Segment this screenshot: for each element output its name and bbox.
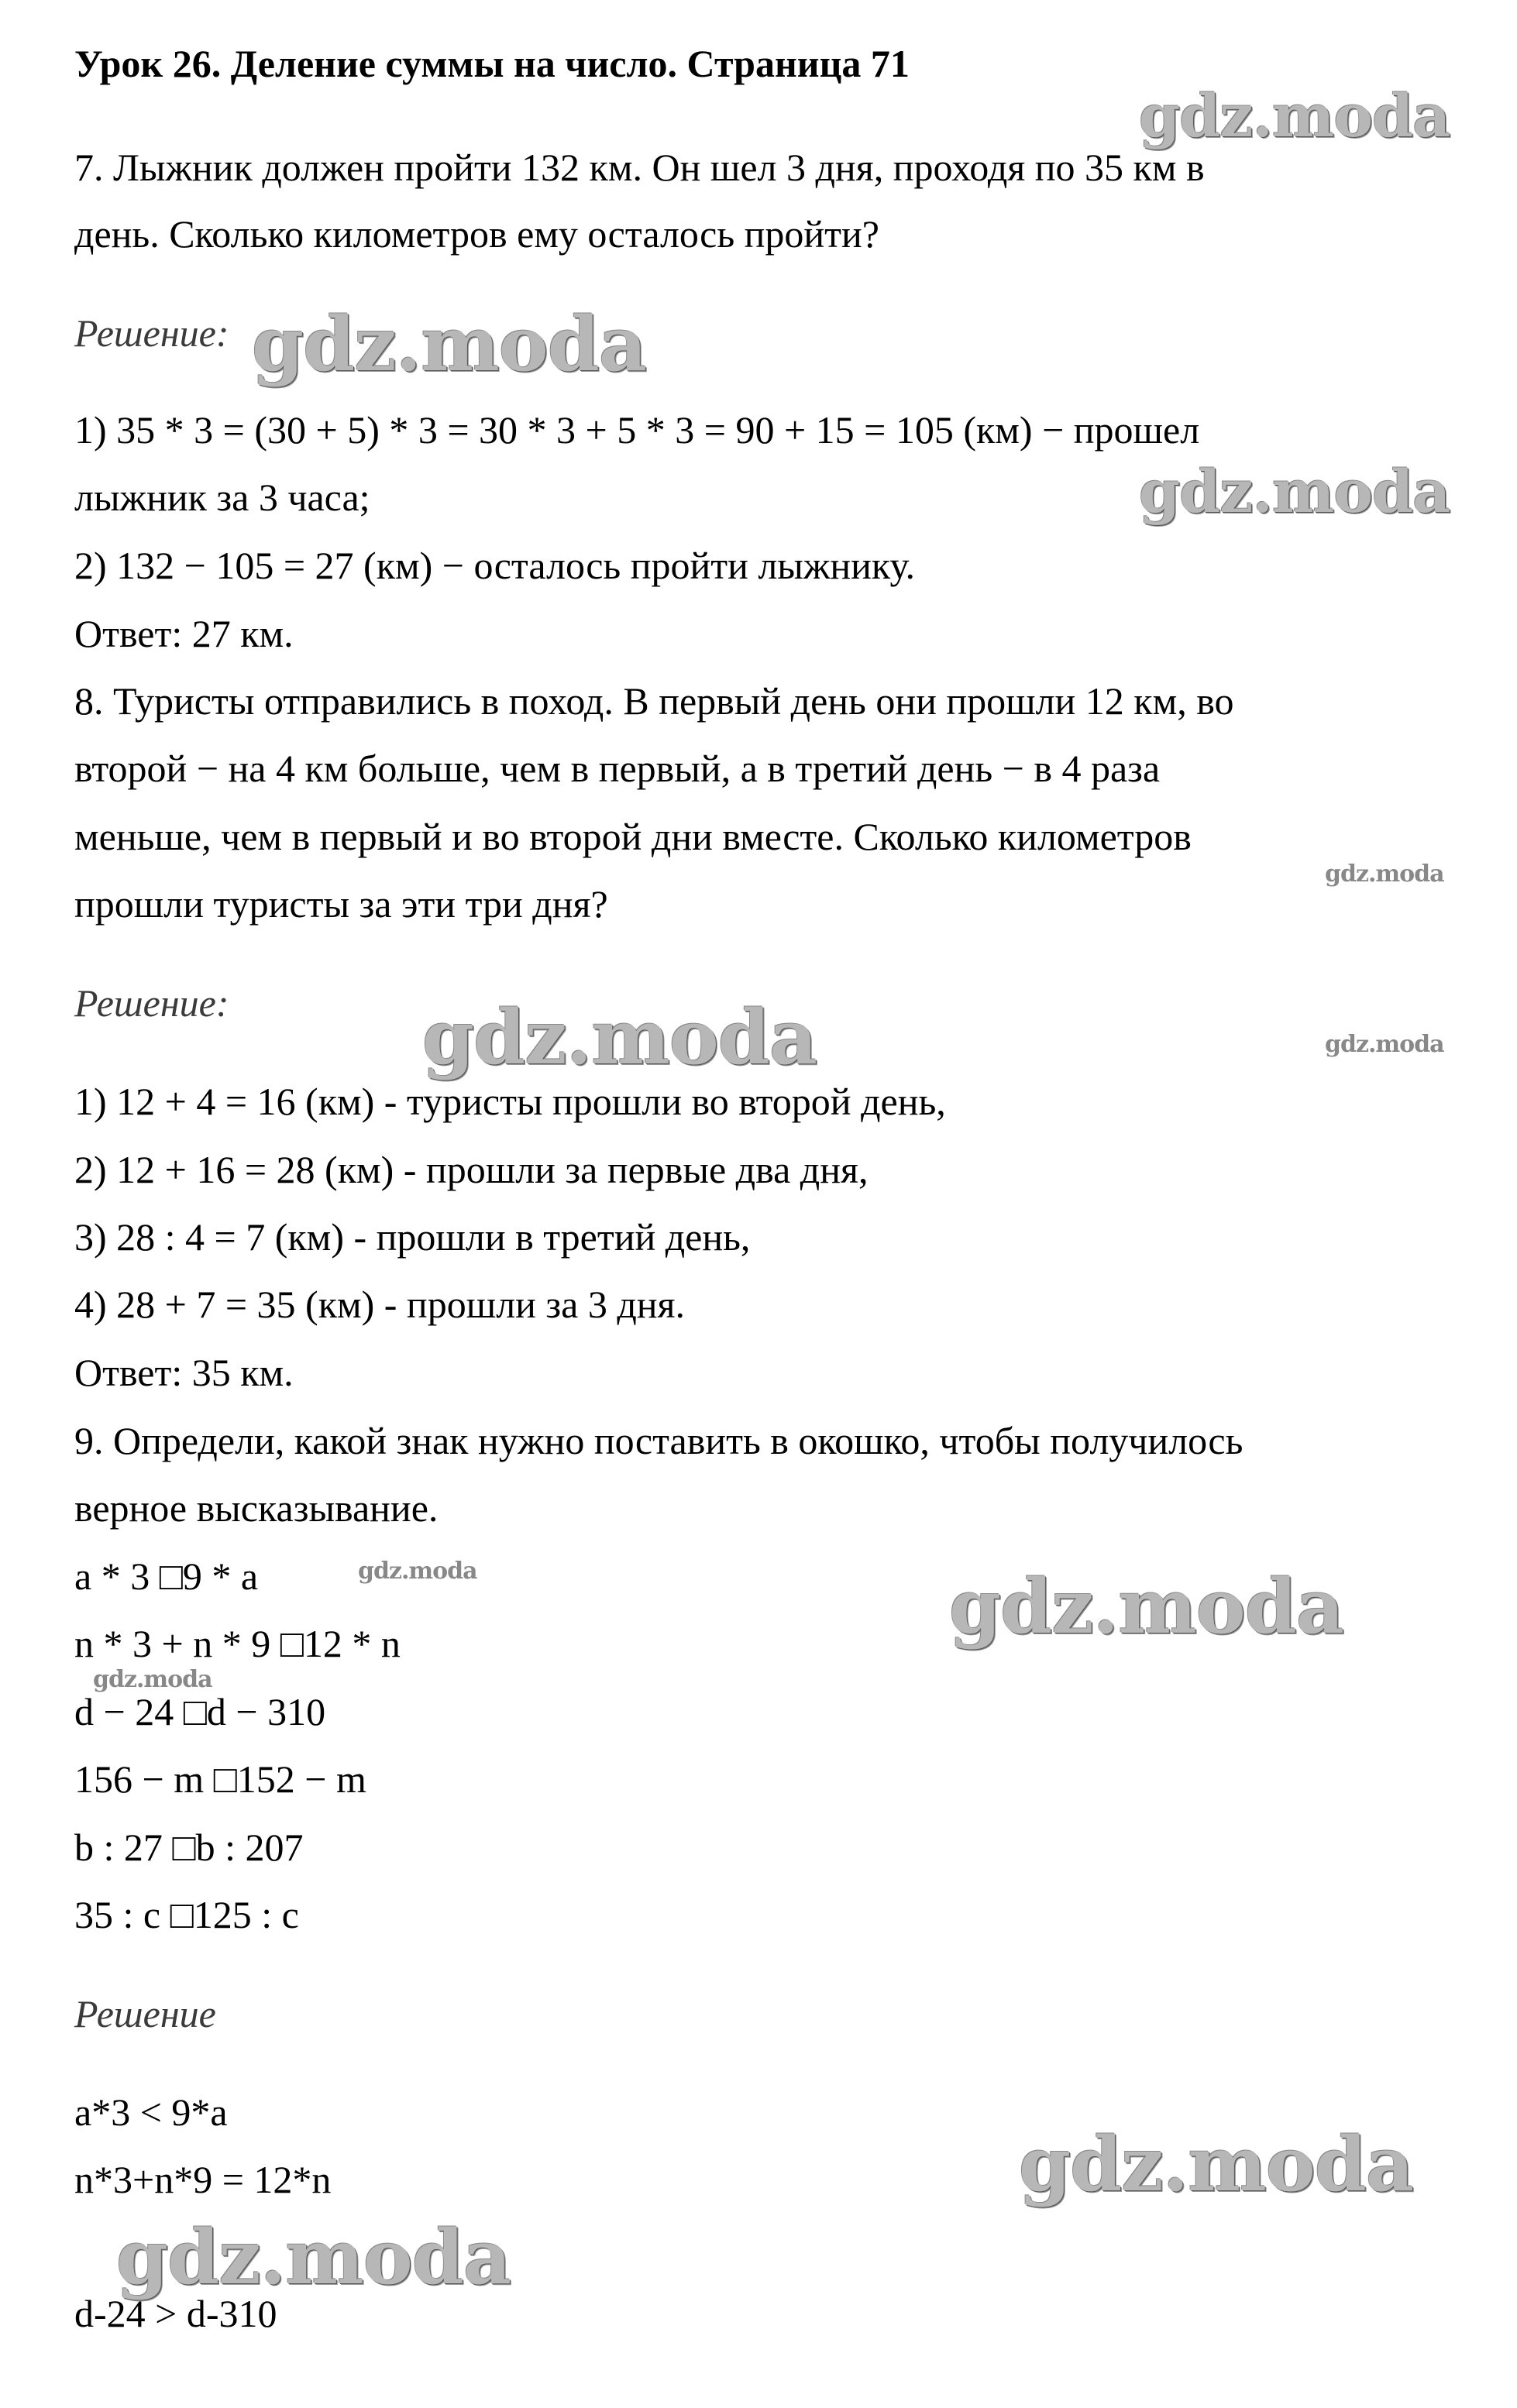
task8-question-line1: 8. Туристы отправились в поход. В первый день они прошли 12 км, во (74, 679, 1234, 723)
task9-answer: n*3+n*9 = 12*n (74, 2158, 332, 2201)
task8-step: 2) 12 + 16 = 28 (км) - прошли за первые два дня, (74, 1148, 869, 1191)
task9-solution-label: Решение (74, 1992, 216, 2035)
task7-question-line2: день. Сколько километров ему осталось пройти? (74, 212, 879, 256)
watermark: gdz.moda (1139, 457, 1450, 526)
page-title: Урок 26. Деление суммы на число. Страница 71 (74, 42, 910, 85)
task7-question-line1: 7. Лыжник должен пройти 132 км. Он шел 3 дня, проходя по 35 км в (74, 146, 1205, 189)
task7-answer: Ответ: 27 км. (74, 612, 294, 655)
task8-answer: Ответ: 35 км. (74, 1351, 294, 1394)
task9-expression: b : 27 □b : 207 (74, 1826, 304, 1869)
watermark: gdz.moda (1139, 81, 1450, 150)
task8-step: 3) 28 : 4 = 7 (км) - прошли в третий день, (74, 1215, 751, 1259)
watermark: gdz.moda (1325, 860, 1444, 888)
watermark: gdz.moda (949, 1563, 1344, 1651)
task7-step1-line2: лыжник за 3 часа; (74, 476, 370, 519)
task9-answer: a*3 < 9*a (74, 2090, 228, 2134)
watermark: gdz.moda (1019, 2121, 1414, 2208)
task9-answer: d-24 > d-310 (74, 2292, 277, 2335)
task8-step: 4) 28 + 7 = 35 (км) - прошли за 3 дня. (74, 1283, 686, 1326)
task8-step: 1) 12 + 4 = 16 (км) - туристы прошли во второй день, (74, 1080, 946, 1123)
task9-expression: n * 3 + n * 9 □12 * n (74, 1622, 401, 1665)
task8-question-line4: прошли туристы за эти три дня? (74, 882, 608, 926)
task9-question-line1: 9. Определи, какой знак нужно поставить в окошко, чтобы получилось (74, 1419, 1244, 1462)
task8-solution-label: Решение: (74, 981, 229, 1025)
watermark: gdz.moda (422, 994, 817, 1081)
task9-question-line2: верное высказывание. (74, 1486, 439, 1530)
task9-expression: a * 3 □9 * a (74, 1554, 259, 1598)
task9-expression: 35 : c □125 : c (74, 1893, 299, 1936)
watermark: gdz.moda (358, 1558, 477, 1585)
task7-step1-line1: 1) 35 * 3 = (30 + 5) * 3 = 30 * 3 + 5 * 3 = 90 + 15 = 105 (км) − прошел (74, 408, 1200, 452)
task8-question-line2: второй − на 4 км больше, чем в первый, а в третий день − в 4 раза (74, 747, 1161, 790)
watermark: gdz.moda (1325, 1031, 1444, 1058)
task7-solution-label: Решение: (74, 311, 229, 355)
watermark: gdz.moda (116, 2214, 511, 2301)
task7-step2: 2) 132 − 105 = 27 (км) − осталось пройти лыжнику. (74, 544, 916, 587)
watermark: gdz.moda (252, 301, 647, 388)
task9-expression: d − 24 □d − 310 (74, 1690, 326, 1733)
task8-question-line3: меньше, чем в первый и во второй дни вместе. Сколько километров (74, 815, 1192, 858)
watermark: gdz.moda (93, 1666, 212, 1693)
task9-expression: 156 − m □152 − m (74, 1757, 366, 1801)
